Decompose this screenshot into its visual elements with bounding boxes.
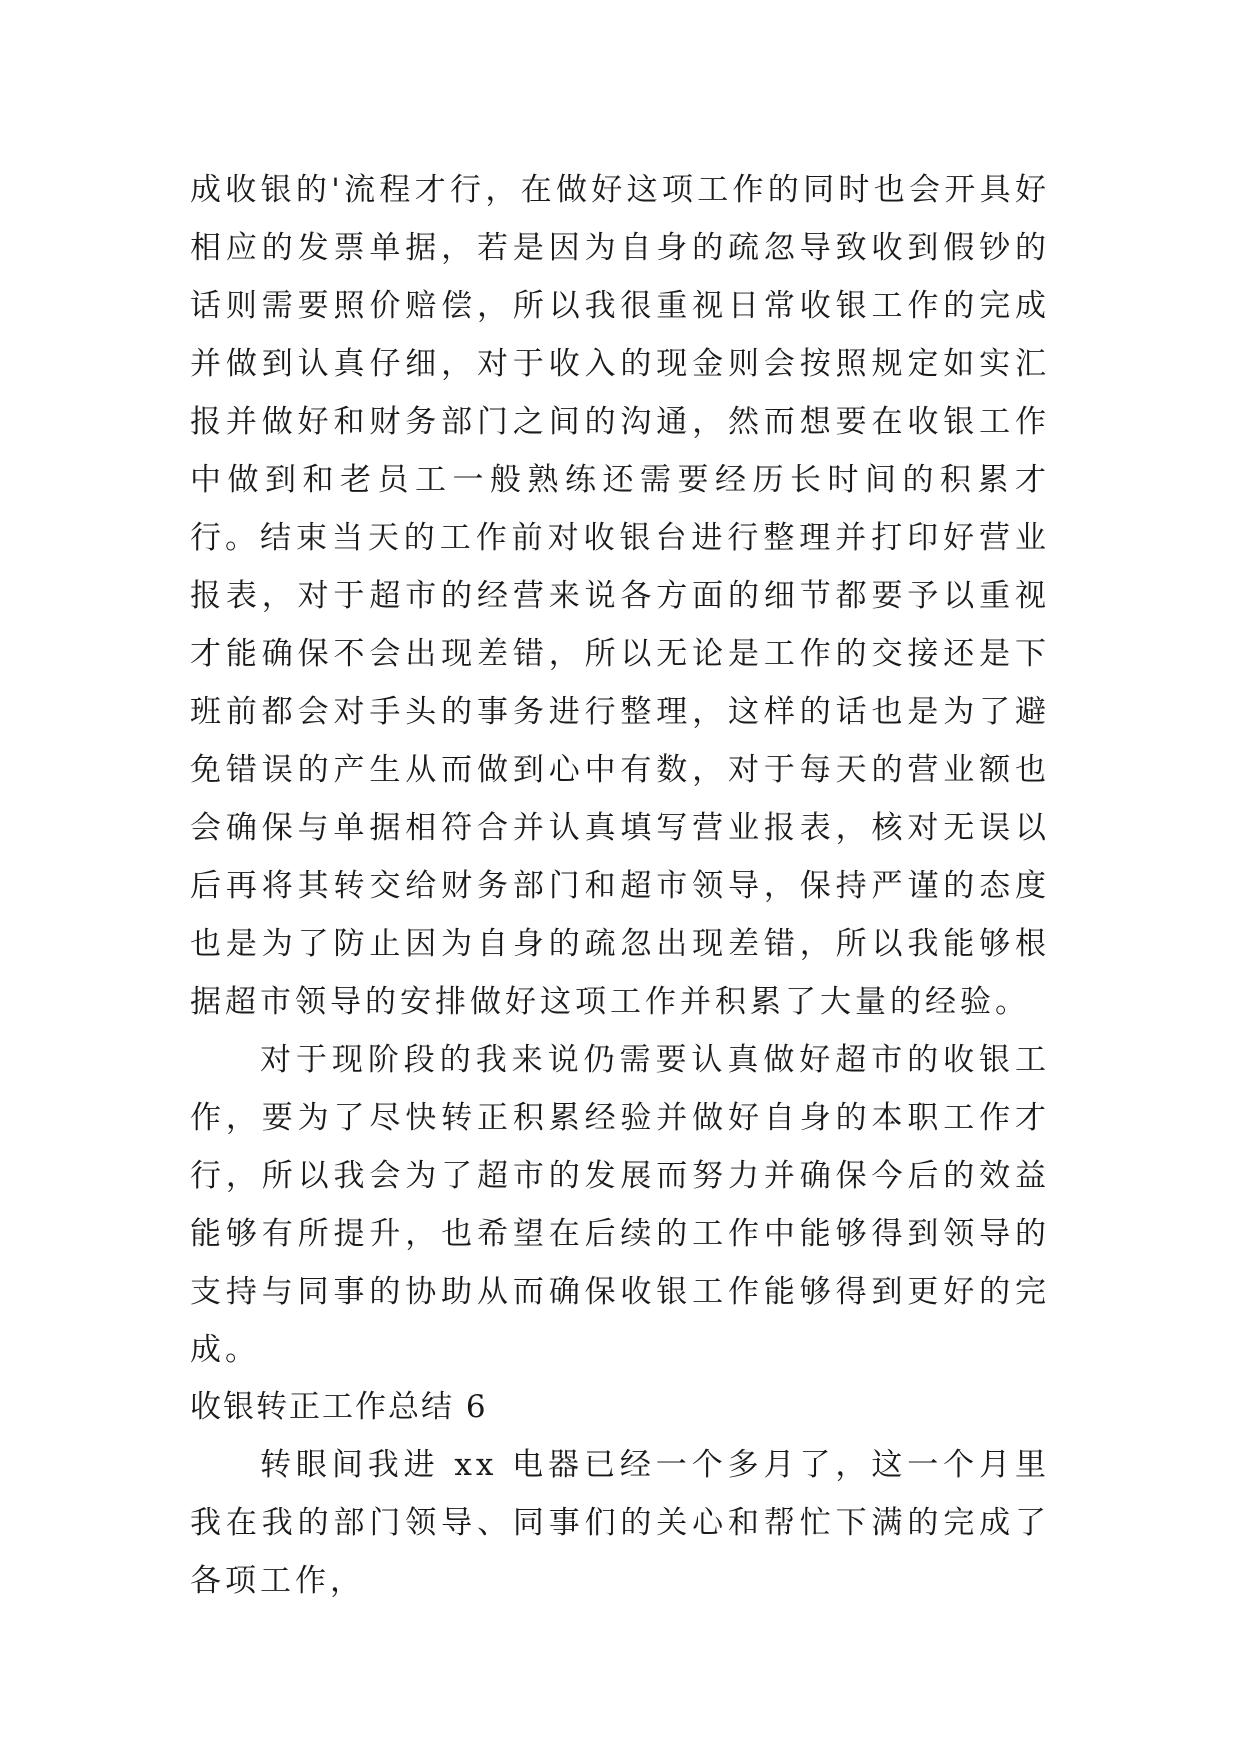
paragraph-2: 结束当天的工作前对收银台进行整理并打印好营业报表，对于超市的经营来说各方面的细节都要予以重视才能确保不会出现差错，所以无论是工作的交接还是下班前都会对手头的事务进行整理，这样的话也是为了避免错误的产生从而做到心中有数，对于每天的营业额也会确保与单据相符合并认真填写营业报表，核对无误以后再将其转交给财务部门和超市领导，保持严谨的态度也是为了防止因为自身的疏忽出现差错，所以我能够根据超市领导的安排做好这项工作并积累了大量的经验。	[190, 520, 1050, 1020]
paragraph-1: 成收银的'流程才行，在做好这项工作的同时也会开具好相应的发票单据，若是因为自身的疏忽导致收到假钞的话则需要照价赔偿，所以我很重视日常收银工作的完成并做到认真仔细，对于收入的现金则会按照规定如实汇报并做好和财务部门之间的沟通，然而想要在收银工作中做到和老员工一般熟练还需要经历长时间的积累才行。	[190, 172, 1050, 556]
paragraph-3: 对于现阶段的我来说仍需要认真做好超市的收银工作，要为了尽快转正积累经验并做好自身的本职工作才行，所以我会为了超市的发展而努力并确保今后的效益能够有所提升，也希望在后续的工作中能够得到领导的支持与同事的协助从而确保收银工作能够得到更好的完成。	[190, 1042, 1050, 1368]
section-heading: 收银转正工作总结 6	[190, 1389, 488, 1425]
section-paragraph: 转眼间我进 xx 电器已经一个多月了，这一个月里我在我的部门领导、同事们的关心和帮忙下满的完成了各项工作，	[190, 1447, 1050, 1599]
